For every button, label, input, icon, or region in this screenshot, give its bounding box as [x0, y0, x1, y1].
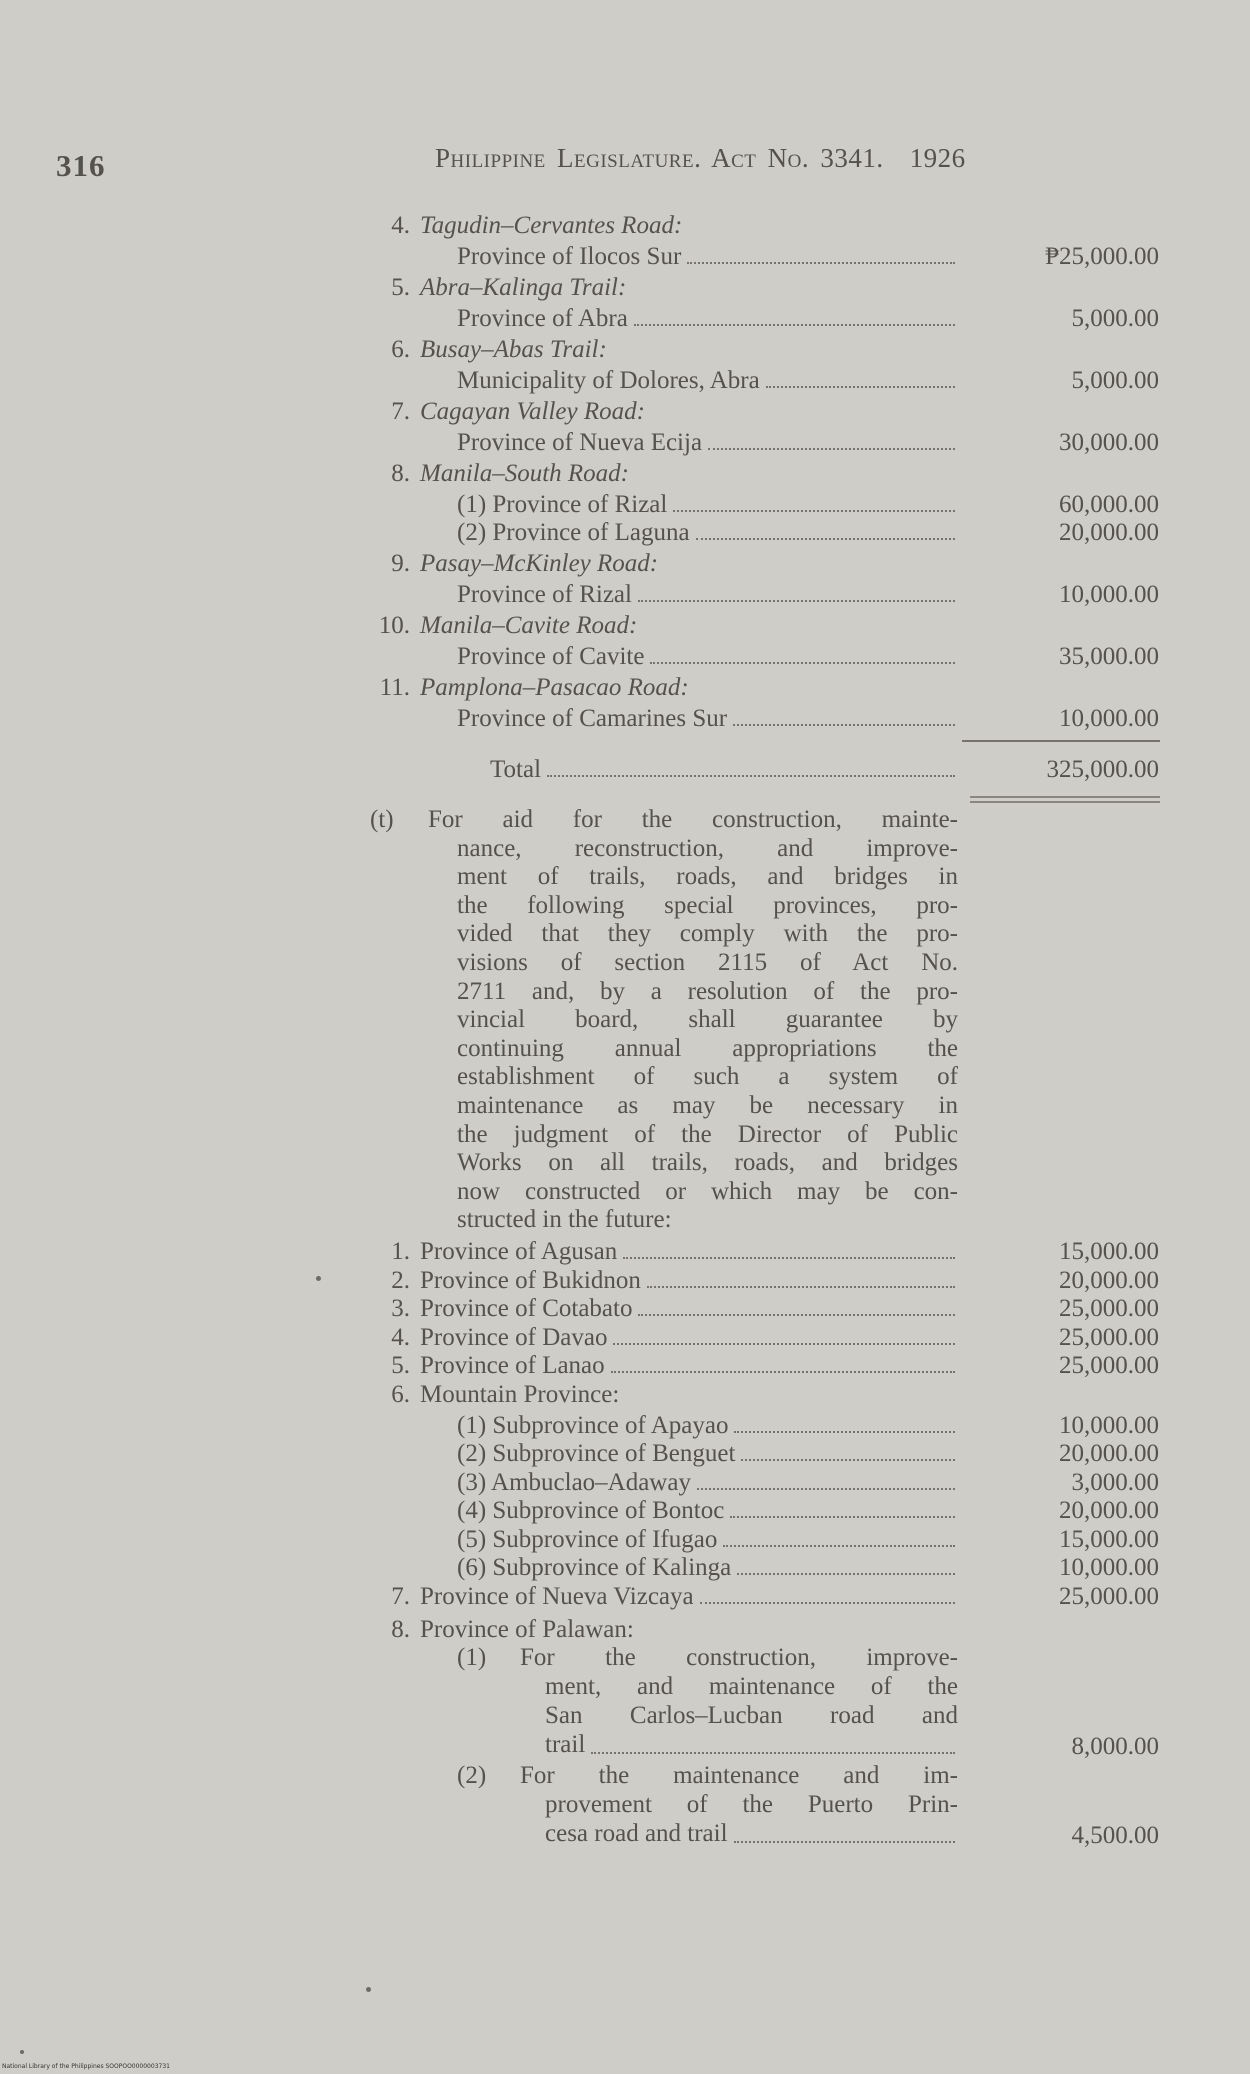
- item-name: Tagudin–Cervantes Road:: [420, 212, 683, 239]
- item-name: Pamplona–Pasacao Road:: [420, 674, 689, 701]
- item-amount: 60,000.00: [1059, 491, 1159, 518]
- item-amount: 3,000.00: [1071, 1468, 1159, 1496]
- item-amount: 30,000.00: [1059, 429, 1159, 456]
- dot-leader: [673, 510, 955, 512]
- item-amount: 5,000.00: [1071, 367, 1159, 394]
- dot-leader: [591, 1752, 955, 1754]
- dot-leader: [741, 1459, 955, 1461]
- section-text-line: establishment of such a system of: [457, 1063, 958, 1091]
- item-label: (5) Subprovince of Ifugao: [457, 1525, 718, 1553]
- province-row: [360, 1350, 1160, 1382]
- item-amount: 25,000.00: [1059, 1352, 1159, 1379]
- dot-leader: [547, 775, 955, 777]
- dot-leader: [647, 1286, 955, 1288]
- item-label: Province of Agusan: [420, 1238, 618, 1265]
- item-number: 11.: [379, 674, 410, 701]
- subprovince-row: [360, 1467, 1160, 1499]
- item-number: 4.: [391, 1323, 410, 1351]
- page-number: 316: [56, 148, 106, 183]
- item-number: 7.: [391, 1582, 410, 1610]
- section-text-line: the judgment of the Director of Public: [457, 1120, 958, 1148]
- province-row: [360, 1293, 1160, 1325]
- item-amount: 8,000.00: [1071, 1732, 1159, 1760]
- item-label: Province of Nueva Vizcaya: [420, 1582, 694, 1610]
- item-label: [420, 458, 629, 490]
- item-name: Abra–Kalinga Trail:: [420, 274, 627, 301]
- item-label: Province of Rizal: [457, 581, 632, 608]
- item-number: 8.: [391, 460, 410, 487]
- subitem-text-line: ment, and maintenance of the: [545, 1672, 958, 1700]
- item-label: Province of Davao: [420, 1323, 608, 1351]
- road-heading: [360, 396, 1160, 428]
- item-amount: 10,000.00: [1059, 581, 1159, 608]
- dot-leader: [613, 1343, 955, 1345]
- item-label: (1) Province of Rizal: [457, 491, 668, 518]
- road-heading: [360, 334, 1160, 366]
- province-row: [360, 1322, 1160, 1354]
- subitem-text-line: provement of the Puerto Prin-: [545, 1790, 958, 1818]
- dot-leader: [623, 1257, 955, 1259]
- section-text-line: vided that they comply with the pro-: [457, 920, 958, 948]
- item-amount: 5,000.00: [1071, 305, 1159, 332]
- item-label: Province of Palawan:: [420, 1615, 634, 1643]
- item-label: [420, 672, 689, 704]
- total-double-rule: [970, 796, 1160, 803]
- section-text-line: vincial board, shall guarantee by: [457, 1006, 958, 1034]
- item-label: Municipality of Dolores, Abra: [457, 367, 760, 394]
- dot-leader: [734, 1841, 955, 1843]
- dot-leader: [638, 600, 955, 602]
- subitem-text-line: trail: [545, 1730, 586, 1758]
- item-label: Province of Nueva Ecija: [457, 429, 703, 456]
- item-label: Province of Cavite: [457, 643, 645, 670]
- item-label: Province of Ilocos Sur: [457, 243, 682, 270]
- item-amount: 4,500.00: [1071, 1821, 1159, 1849]
- item-label: Province of Abra: [457, 305, 628, 332]
- item-name: Manila–South Road:: [420, 460, 630, 487]
- item-amount: 25,000.00: [1059, 1582, 1159, 1610]
- item-label: Province of Bukidnon: [420, 1266, 641, 1294]
- running-title: Philippine Legislature. Act No. 3341.: [435, 143, 884, 173]
- subitem-text-line: San Carlos–Lucban road and: [545, 1701, 958, 1729]
- item-number: 9.: [391, 550, 410, 577]
- item-number: 7.: [391, 398, 410, 425]
- dot-leader: [737, 1573, 955, 1575]
- section-text-line: nance, reconstruction, and improve-: [457, 834, 958, 862]
- road-heading: [360, 272, 1160, 304]
- dot-leader: [634, 324, 955, 326]
- item-label: [420, 272, 626, 304]
- item-label: (6) Subprovince of Kalinga: [457, 1554, 732, 1581]
- road-appropriation-row: [360, 427, 1160, 459]
- section-text-line: structed in the future:: [457, 1206, 672, 1234]
- item-name: Manila–Cavite Road:: [420, 612, 638, 639]
- section-text-line: For aid for the construction, mainte-: [428, 806, 958, 833]
- dot-leader: [734, 1431, 955, 1433]
- item-number: 4.: [391, 212, 410, 239]
- item-label: (2) Subprovince of Benguet: [457, 1440, 736, 1467]
- province-row: [360, 1581, 1160, 1613]
- dot-leader: [700, 1602, 955, 1604]
- item-amount: 10,000.00: [1059, 1554, 1159, 1581]
- dot-leader: [730, 1516, 955, 1518]
- road-appropriation-row: [360, 303, 1160, 335]
- section-marker: (t): [370, 806, 394, 833]
- item-amount: 20,000.00: [1059, 1497, 1159, 1524]
- item-amount: 10,000.00: [1059, 1411, 1159, 1439]
- road-heading: [360, 210, 1160, 242]
- dot-leader: [733, 724, 955, 726]
- item-amount: 10,000.00: [1059, 705, 1159, 732]
- item-label: Province of Cotabato: [420, 1295, 633, 1322]
- item-number: 5.: [391, 274, 410, 301]
- item-number: 3.: [391, 1295, 410, 1322]
- section-text-line: maintenance as may be necessary in: [457, 1092, 958, 1119]
- section-text-line: continuing annual appropriations the: [457, 1034, 958, 1062]
- item-label: [420, 210, 682, 242]
- dot-leader: [723, 1545, 955, 1547]
- subitem-marker: (1): [457, 1643, 487, 1671]
- item-label: [420, 548, 658, 580]
- item-label: Total: [490, 756, 542, 783]
- road-appropriation-row: [360, 641, 1160, 673]
- dot-leader: [687, 262, 955, 264]
- subprovince-row: [360, 1438, 1160, 1470]
- section-text-line: 2711 and, by a resolution of the pro-: [457, 977, 958, 1005]
- subprovince-row: [360, 1524, 1160, 1556]
- item-label: (2) Province of Laguna: [457, 519, 690, 546]
- running-year: 1926: [909, 143, 966, 173]
- item-amount: ₱25,000.00: [1045, 243, 1159, 270]
- road-heading: [360, 610, 1160, 642]
- item-amount: 20,000.00: [1059, 1440, 1159, 1467]
- province-heading: [360, 1379, 1160, 1411]
- item-amount: 15,000.00: [1059, 1525, 1159, 1553]
- dot-leader: [638, 1314, 955, 1316]
- dot-leader: [766, 386, 955, 388]
- section-text-line: ment of trails, roads, and bridges in: [457, 863, 958, 891]
- item-number: 8.: [391, 1615, 410, 1643]
- subitem-text-line: For the maintenance and im-: [520, 1761, 958, 1789]
- total-row: [360, 754, 1160, 786]
- running-head: [435, 143, 966, 174]
- item-label: [420, 610, 637, 642]
- section-text-line: the following special provinces, pro-: [457, 891, 958, 919]
- dot-leader: [697, 1488, 955, 1490]
- section-text-line: Works on all trails, roads, and bridges: [457, 1149, 958, 1177]
- item-amount: 15,000.00: [1059, 1238, 1159, 1265]
- road-heading: [360, 548, 1160, 580]
- item-number: 6.: [391, 1380, 410, 1408]
- scan-speck: [20, 2050, 24, 2054]
- item-name: Cagayan Valley Road:: [420, 398, 645, 425]
- item-name: Pasay–McKinley Road:: [420, 550, 659, 577]
- section-text-line: visions of section 2115 of Act No.: [457, 949, 958, 976]
- footer-note: National Library of the Philippines SOOPOO0000003731: [2, 2063, 170, 2070]
- item-label: Mountain Province:: [420, 1380, 620, 1408]
- item-number: 5.: [391, 1352, 410, 1379]
- scan-speck: [366, 1987, 371, 1992]
- subitem-text-line: For the construction, improve-: [520, 1643, 958, 1671]
- road-heading: [360, 672, 1160, 704]
- subitem-marker: (2): [457, 1761, 487, 1789]
- item-label: [420, 396, 645, 428]
- road-appropriation-row: [360, 241, 1160, 273]
- subprovince-row: [360, 1410, 1160, 1442]
- section-text-line: now constructed or which may be con-: [457, 1177, 958, 1205]
- subprovince-row: [360, 1552, 1160, 1584]
- road-appropriation-row: [360, 365, 1160, 397]
- subitem-amount-row: [360, 1731, 1160, 1763]
- total-rule: [962, 740, 1160, 742]
- road-appropriation-row: [360, 579, 1160, 611]
- province-heading: [360, 1614, 1160, 1646]
- province-row: [360, 1265, 1160, 1297]
- item-label: [420, 334, 607, 366]
- item-label: Province of Lanao: [420, 1352, 605, 1379]
- road-appropriation-row: [360, 517, 1160, 549]
- item-number: 6.: [391, 336, 410, 363]
- subitem-amount-row: [360, 1820, 1160, 1852]
- dot-leader: [708, 448, 955, 450]
- road-appropriation-row: [360, 703, 1160, 735]
- item-number: 1.: [391, 1238, 410, 1265]
- item-number: 10.: [378, 612, 410, 639]
- dot-leader: [696, 538, 955, 540]
- item-label: (1) Subprovince of Apayao: [457, 1411, 729, 1439]
- dot-leader: [650, 662, 955, 664]
- scan-speck: [316, 1276, 321, 1281]
- dot-leader: [611, 1371, 955, 1373]
- item-amount: 25,000.00: [1059, 1295, 1159, 1322]
- item-amount: 325,000.00: [1046, 756, 1159, 783]
- item-label: Province of Camarines Sur: [457, 705, 728, 732]
- subprovince-row: [360, 1495, 1160, 1527]
- item-label: (4) Subprovince of Bontoc: [457, 1497, 725, 1524]
- item-amount: 20,000.00: [1059, 519, 1159, 546]
- item-amount: 25,000.00: [1059, 1323, 1159, 1351]
- item-label: (3) Ambuclao–Adaway: [457, 1468, 691, 1496]
- item-amount: 35,000.00: [1059, 643, 1159, 670]
- item-name: Busay–Abas Trail:: [420, 336, 607, 363]
- subitem-text-line: cesa road and trail: [545, 1819, 728, 1847]
- item-amount: 20,000.00: [1059, 1266, 1159, 1294]
- province-row: [360, 1236, 1160, 1268]
- road-heading: [360, 458, 1160, 490]
- item-number: 2.: [391, 1266, 410, 1294]
